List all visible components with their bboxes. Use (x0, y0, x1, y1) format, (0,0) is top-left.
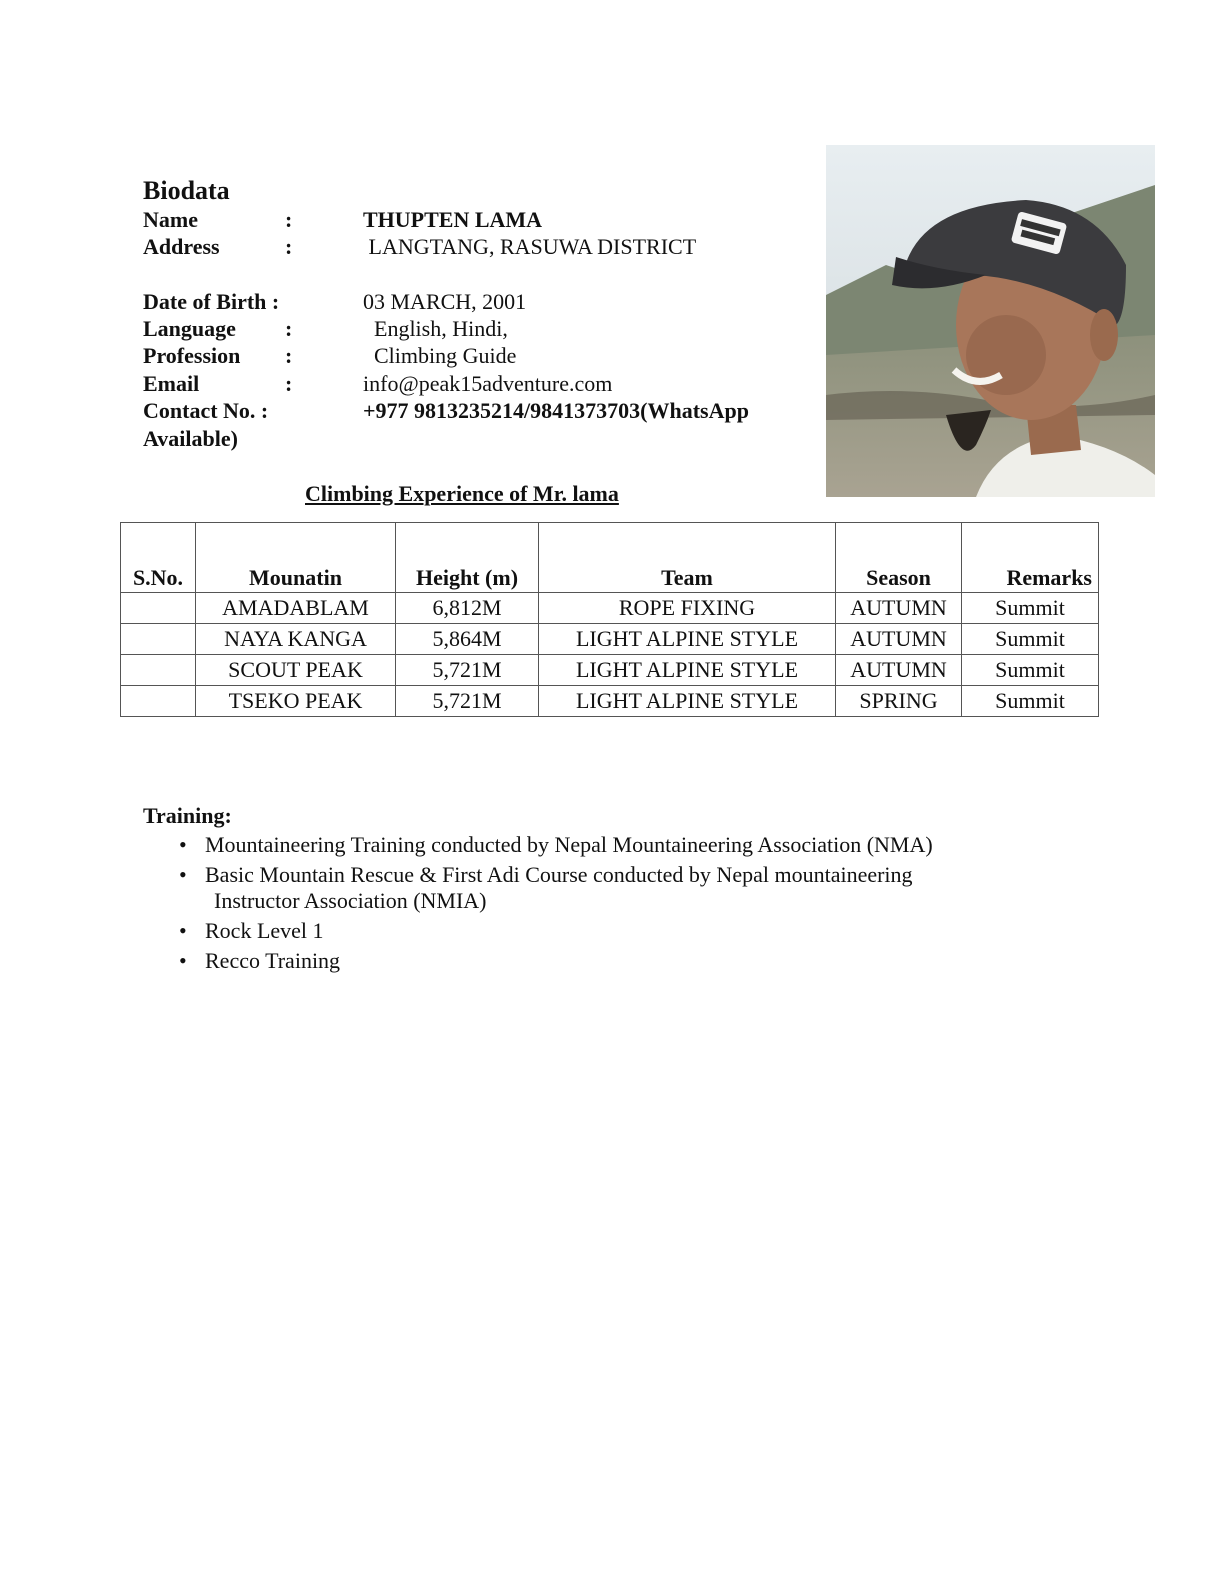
training-title: Training: (143, 803, 232, 828)
name-label: Name (143, 207, 198, 232)
contact-value: +977 9813235214/9841373703(WhatsApp (363, 398, 749, 423)
email-value[interactable]: info@peak15adventure.com (363, 371, 613, 396)
training-item-text: Rock Level 1 (205, 918, 324, 943)
profile-photo-illustration (826, 145, 1155, 497)
training-item-text: Mountaineering Training conducted by Nepal Mountaineering Association (NMA) (205, 832, 933, 857)
language-colon: : (285, 316, 293, 341)
list-item (205, 948, 1025, 974)
biodata-title: Biodata (143, 176, 230, 205)
profession-colon: : (285, 343, 293, 368)
contact-continuation: Available) (143, 426, 238, 451)
table-row (121, 593, 1099, 624)
header-team: Team (539, 523, 836, 593)
list-item (205, 918, 1025, 944)
cell-height: 6,812M (396, 593, 539, 624)
cell-season: SPRING (836, 686, 962, 717)
cell-height: 5,721M (396, 655, 539, 686)
training-list (205, 832, 1025, 978)
cell-mountain: AMADABLAM (196, 593, 396, 624)
cell-sno (121, 593, 196, 624)
cell-season: AUTUMN (836, 624, 962, 655)
cell-mountain: NAYA KANGA (196, 624, 396, 655)
cell-remarks: Summit (962, 655, 1099, 686)
cell-mountain: TSEKO PEAK (196, 686, 396, 717)
table-row (121, 686, 1099, 717)
table-row (121, 624, 1099, 655)
cell-sno (121, 624, 196, 655)
cell-team: ROPE FIXING (539, 593, 836, 624)
table-header-row (121, 523, 1099, 593)
cell-sno (121, 686, 196, 717)
name-value: THUPTEN LAMA (363, 207, 543, 232)
table-row (121, 655, 1099, 686)
language-label: Language (143, 316, 236, 341)
cell-remarks: Summit (962, 593, 1099, 624)
cell-remarks: Summit (962, 686, 1099, 717)
cell-team: LIGHT ALPINE STYLE (539, 624, 836, 655)
dob-value: 03 MARCH, 2001 (363, 289, 527, 314)
profile-photo (826, 145, 1155, 497)
cell-remarks: Summit (962, 624, 1099, 655)
cell-season: AUTUMN (836, 655, 962, 686)
header-height: Height (m) (396, 523, 539, 593)
name-colon: : (285, 207, 293, 232)
email-colon: : (285, 371, 293, 396)
list-item (205, 862, 1025, 914)
climbing-experience-table (120, 522, 1099, 717)
training-item-text: Recco Training (205, 948, 341, 973)
header-season: Season (836, 523, 962, 593)
email-label: Email (143, 371, 200, 396)
header-mountain: Mounatin (196, 523, 396, 593)
dob-label: Date of Birth : (143, 289, 280, 314)
cell-sno (121, 655, 196, 686)
cell-team: LIGHT ALPINE STYLE (539, 686, 836, 717)
profession-label: Profession (143, 343, 241, 368)
training-item-continuation: Instructor Association (NMIA) (214, 888, 487, 913)
cell-height: 5,721M (396, 686, 539, 717)
address-value: LANGTANG, RASUWA DISTRICT (363, 234, 697, 259)
training-item-text: Basic Mountain Rescue & First Adi Course conducted by Nepal mountaineering (205, 862, 913, 887)
profession-value: Climbing Guide (363, 343, 517, 368)
list-item (205, 832, 1025, 858)
contact-label: Contact No. : (143, 398, 269, 423)
address-label: Address (143, 234, 220, 259)
header-sno: S.No. (121, 523, 196, 593)
header-remarks: Remarks (962, 523, 1099, 593)
address-colon: : (285, 234, 293, 259)
experience-title: Climbing Experience of Mr. lama (305, 481, 619, 506)
cell-mountain: SCOUT PEAK (196, 655, 396, 686)
cell-height: 5,864M (396, 624, 539, 655)
language-value: English, Hindi, (363, 316, 508, 341)
cell-season: AUTUMN (836, 593, 962, 624)
cell-team: LIGHT ALPINE STYLE (539, 655, 836, 686)
